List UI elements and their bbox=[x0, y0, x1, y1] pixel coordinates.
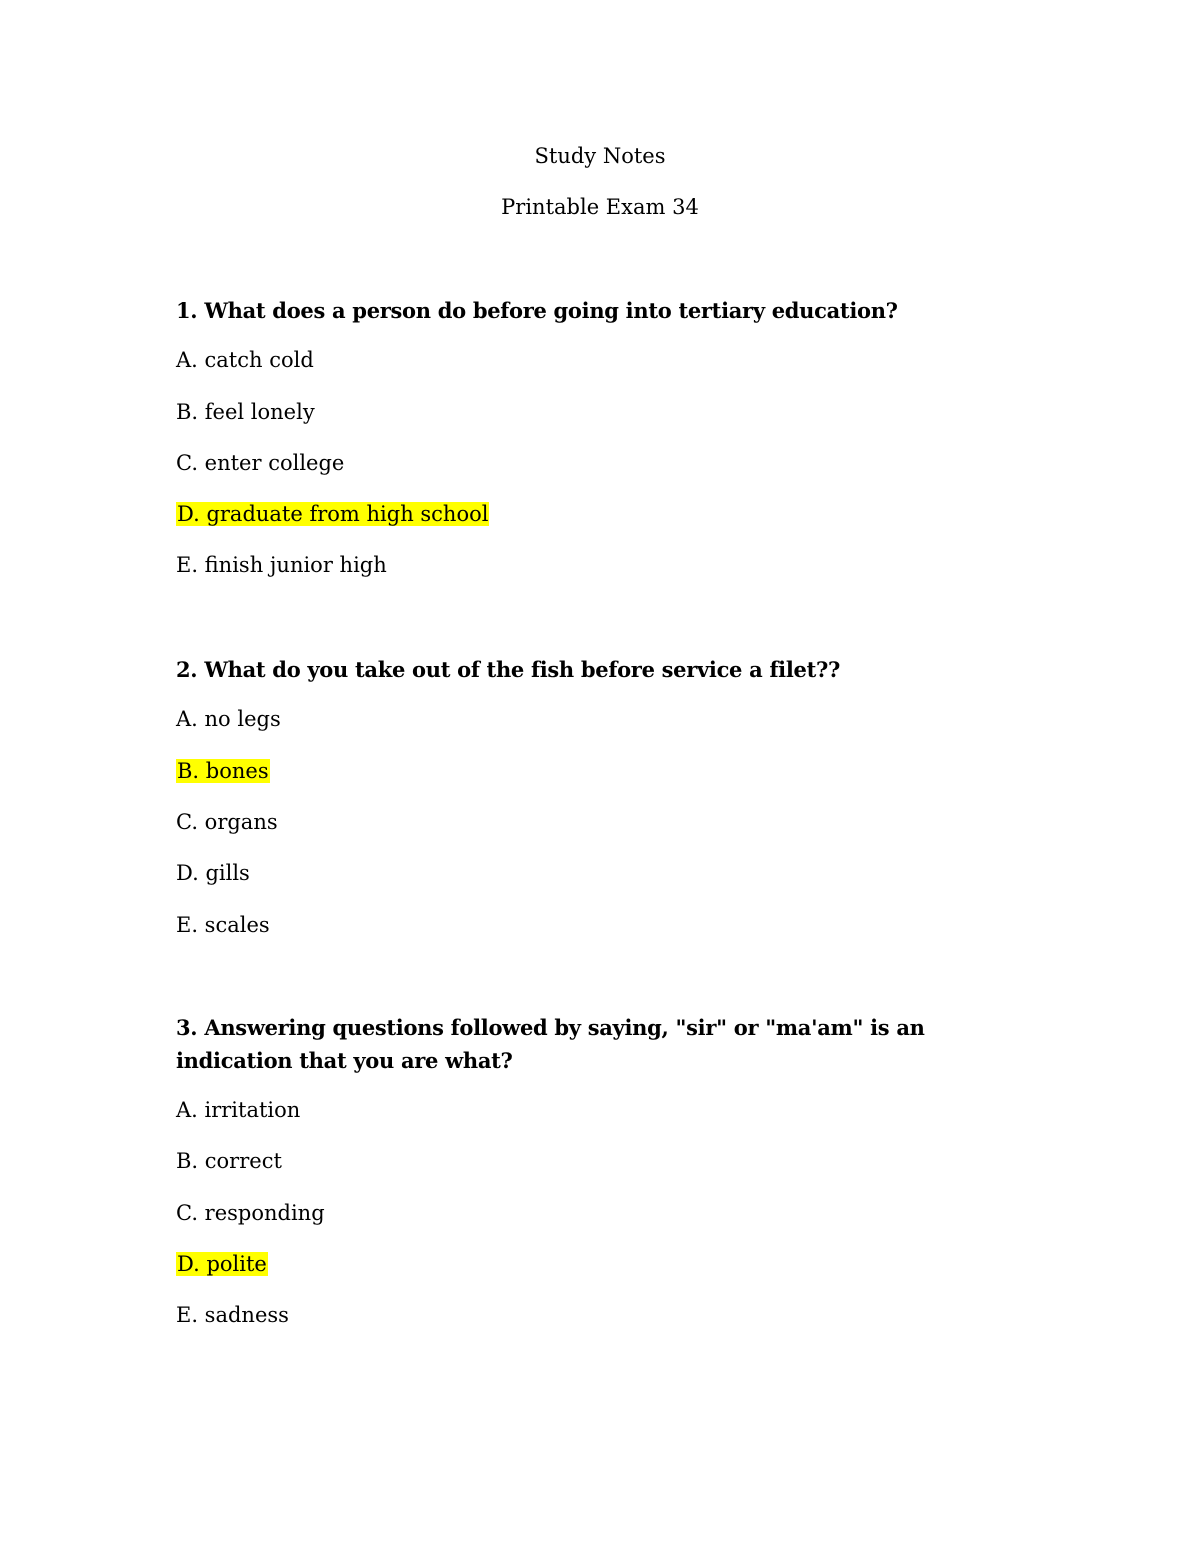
question-1: 1. What does a person do before going into tertiary education? bbox=[176, 298, 898, 323]
question-2-option-e: E. scales bbox=[176, 913, 270, 937]
question-2: 2. What do you take out of the fish before service a filet?? bbox=[176, 657, 840, 682]
question-1-option-d bbox=[176, 499, 489, 529]
question-2-option-c: C. organs bbox=[176, 810, 278, 834]
question-1-option-c: C. enter college bbox=[176, 451, 345, 475]
answer-highlight: D. polite bbox=[177, 1252, 267, 1276]
question-1-option-e: E. finish junior high bbox=[176, 553, 387, 577]
question-3-option-e: E. sadness bbox=[176, 1303, 289, 1327]
question-3-option-c: C. responding bbox=[176, 1201, 325, 1225]
question-2-option-b bbox=[176, 756, 270, 786]
question-1-option-b: B. feel lonely bbox=[176, 400, 315, 424]
answer-highlight: B. bones bbox=[177, 759, 269, 783]
question-3-option-d bbox=[176, 1249, 268, 1279]
question-3-option-b: B. correct bbox=[176, 1149, 282, 1173]
question-1-option-a: A. catch cold bbox=[176, 348, 314, 372]
document-subtitle: Printable Exam 34 bbox=[501, 195, 699, 219]
question-2-option-d: D. gills bbox=[176, 861, 250, 885]
document-title: Study Notes bbox=[534, 144, 666, 168]
question-3-option-a: A. irritation bbox=[176, 1098, 301, 1122]
answer-highlight: D. graduate from high school bbox=[177, 502, 489, 526]
question-2-option-a: A. no legs bbox=[176, 707, 281, 731]
question-3: 3. Answering questions followed by saying, "sir" or "ma'am" is an indication that you are what? bbox=[176, 1015, 925, 1073]
